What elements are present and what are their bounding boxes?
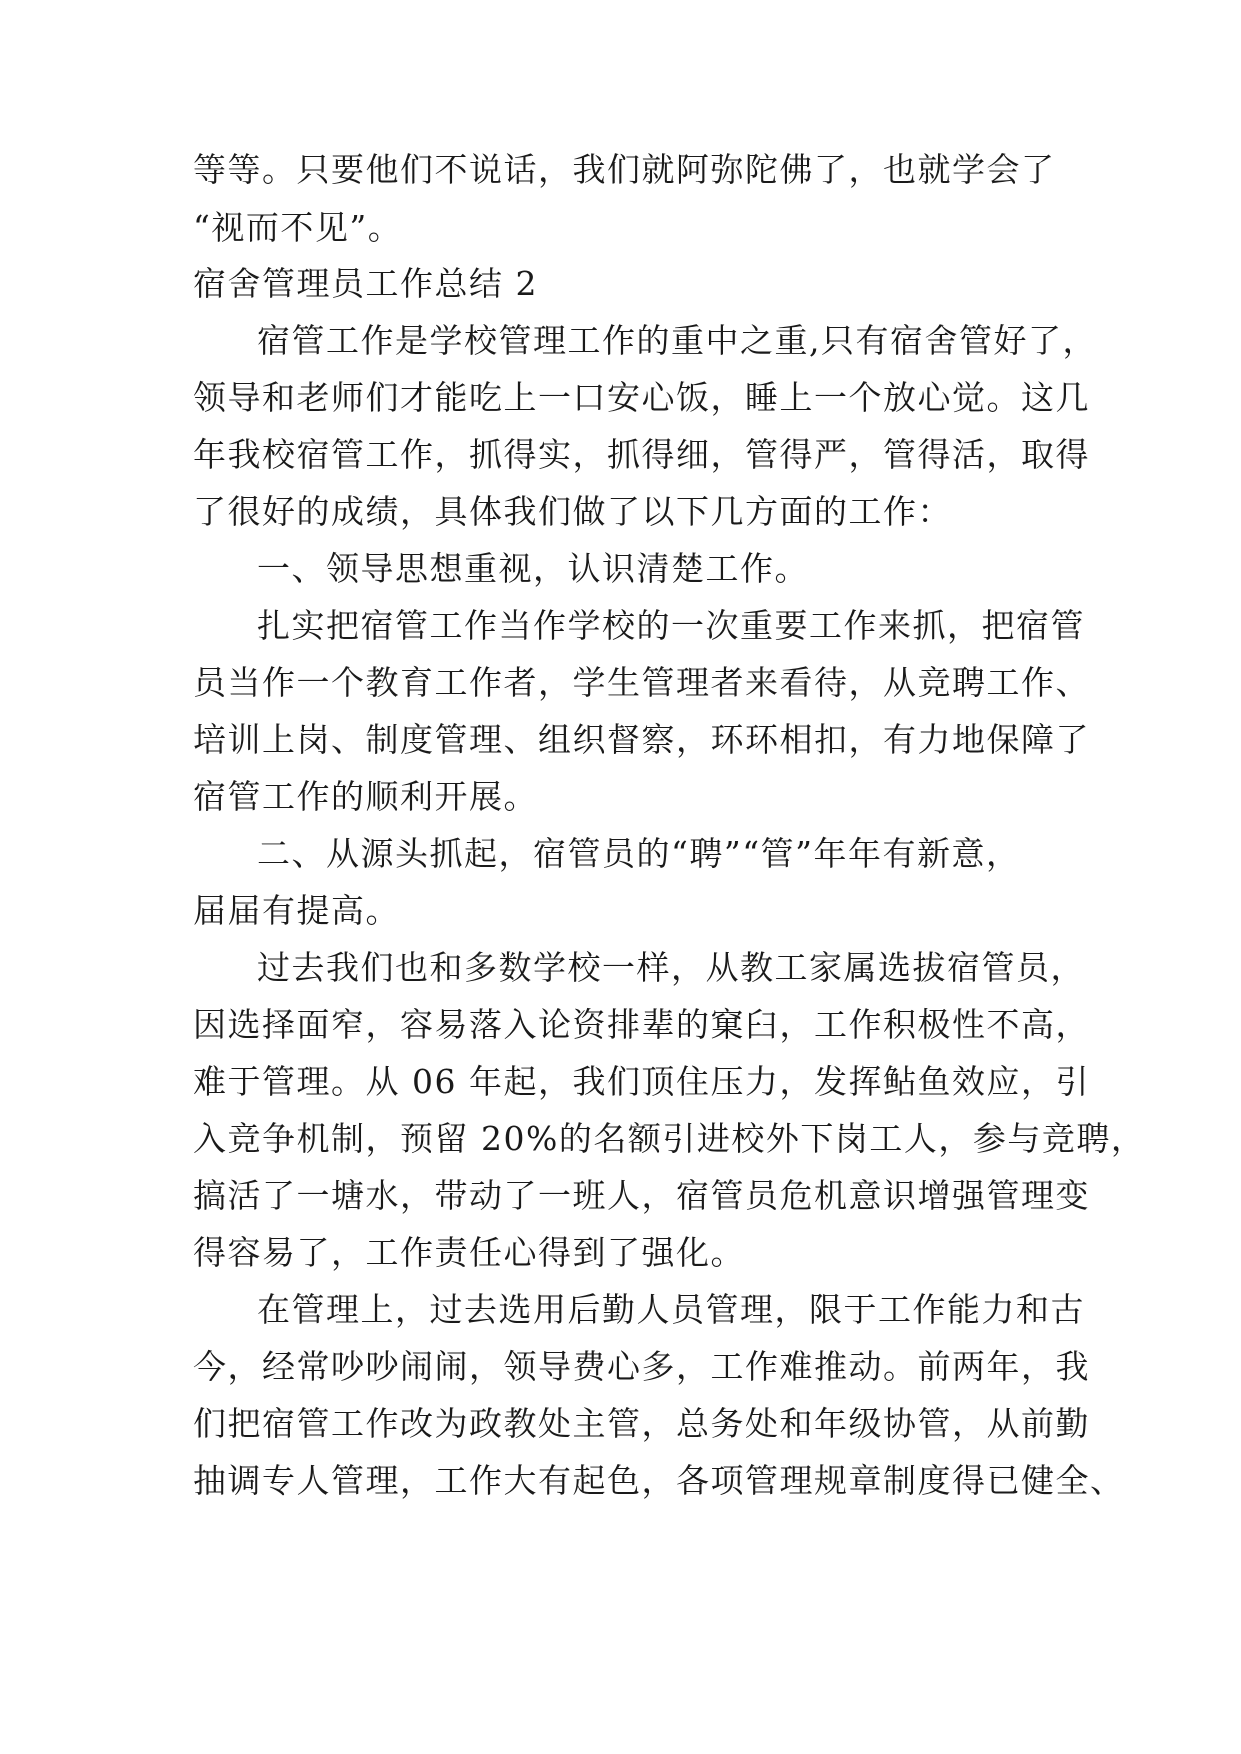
text-line: 培训上岗、制度管理、组织督察，环环相扣，有力地保障了 (193, 720, 1090, 759)
text-line: 领导和老师们才能吃上一口安心饭，睡上一个放心觉。这几 (193, 378, 1090, 417)
text-line: “视而不见”。 (193, 208, 403, 247)
subheading-two: 二、从源头抓起，宿管员的“聘”“管”年年有新意， (257, 834, 1021, 873)
text-line: 们把宿管工作改为政教处主管，总务处和年级协管，从前勤 (193, 1404, 1090, 1443)
text-line: 搞活了一塘水，带动了一班人，宿管员危机意识增强管理变 (193, 1176, 1090, 1215)
subheading-one: 一、领导思想重视，认识清楚工作。 (257, 549, 809, 588)
text-line: 抽调专人管理，工作大有起色，各项管理规章制度得已健全、 (193, 1461, 1125, 1500)
section-heading: 宿舍管理员工作总结 2 (193, 264, 538, 303)
text-line: 了很好的成绩，具体我们做了以下几方面的工作： (193, 492, 952, 531)
text-line: 入竞争机制，预留 20%的名额引进校外下岗工人，参与竞聘， (193, 1119, 1146, 1158)
text-line: 员当作一个教育工作者，学生管理者来看待，从竞聘工作、 (193, 663, 1090, 702)
text-line: 因选择面窄，容易落入论资排辈的窠臼，工作积极性不高， (193, 1005, 1090, 1044)
paragraph-start: 在管理上，过去选用后勤人员管理，限于工作能力和古 (257, 1290, 1085, 1329)
paragraph-start: 过去我们也和多数学校一样，从教工家属选拔宿管员， (257, 948, 1085, 987)
text-line: 得容易了，工作责任心得到了强化。 (193, 1233, 745, 1272)
text-line: 宿管工作的顺利开展。 (193, 777, 538, 816)
paragraph-start: 扎实把宿管工作当作学校的一次重要工作来抓，把宿管 (257, 606, 1085, 645)
text-line: 难于管理。从 06 年起，我们顶住压力，发挥鲇鱼效应，引 (193, 1062, 1090, 1101)
text-line: 年我校宿管工作，抓得实，抓得细，管得严，管得活，取得 (193, 435, 1090, 474)
text-line: 等等。只要他们不说话，我们就阿弥陀佛了，也就学会了 (193, 150, 1056, 189)
text-line: 届届有提高。 (193, 891, 400, 930)
text-line: 今，经常吵吵闹闹，领导费心多，工作难推动。前两年，我 (193, 1347, 1090, 1386)
paragraph-start: 宿管工作是学校管理工作的重中之重,只有宿舍管好了， (257, 321, 1097, 360)
